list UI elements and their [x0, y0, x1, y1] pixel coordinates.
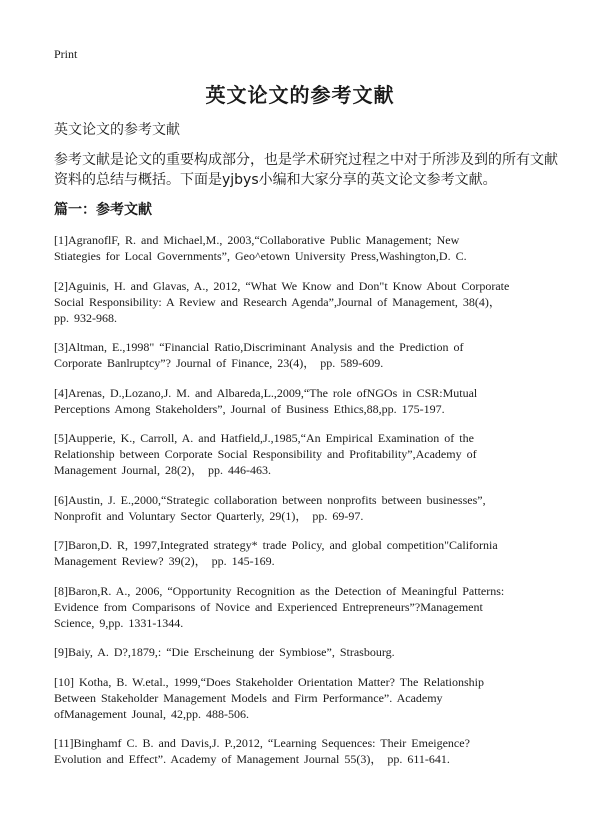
reference-line: Evidence from Comparisons of Novice and Experienced Entrepreneurs”?Management [54, 599, 483, 614]
reference-line: Relationship between Corporate Social Responsibility and Profitability”,Academy of [54, 447, 477, 461]
reference-list [54, 232, 554, 781]
reference-line: Between Stakeholder Management Models and Firm Performance”. Academy [54, 690, 443, 705]
reference-line: Nonprofit and Voluntary Sector Quarterly, 29(1)， pp. 69-97. [54, 508, 364, 523]
reference-item [54, 674, 554, 722]
reference-line: [9]Baiy, A. D?,1879,: “Die Erscheinung der Symbiose”, Strasbourg. [54, 645, 395, 659]
reference-line: [6]Austin, J. E.,2000,“Strategic collaboration between nonprofits between businesses”, [54, 492, 486, 507]
document-title: 英文论文的参考文献 [205, 83, 395, 107]
reference-item [54, 385, 554, 417]
reference-item [54, 339, 554, 371]
reference-line: [11]Binghamf C. B. and Davis,J. P.,2012, “Learning Sequences: Their Emeigence? [54, 736, 470, 750]
reference-line: Management Review? 39(2)， pp. 145-169. [54, 554, 275, 568]
reference-item [54, 537, 554, 569]
reference-item [54, 583, 554, 631]
reference-line: [2]Aguinis, H. and Glavas, A., 2012, “What We Know and Don"t Know About Corporate [54, 278, 510, 293]
reference-line: Corporate Banlruptcy”? Journal of Finance, 23(4)， pp. 589-609. [54, 356, 384, 370]
reference-item [54, 232, 554, 264]
reference-line: [8]Baron,R. A., 2006, “Opportunity Recognition as the Detection of Meaningful Patterns: [54, 583, 505, 598]
print-label: Print [54, 47, 78, 61]
document-subtitle: 英文论文的参考文献 [54, 122, 180, 138]
reference-line: [1]AgranoflF, R. and Michael,M., 2003,“Collaborative Public Management; New [54, 233, 460, 247]
intro-line: 参考文献是论文的重要构成部分，也是学术研究过程之中对于所涉及到的所有文献 [54, 152, 558, 168]
reference-line: Management Journal, 28(2)， pp. 446-463. [54, 463, 271, 477]
reference-line: Stiategies for Local Governments”, Geo^etown University Press,Washington,D. C. [54, 249, 467, 263]
intro-paragraph [54, 150, 558, 190]
reference-item [54, 644, 554, 660]
reference-line: pp. 932-968. [54, 310, 117, 325]
reference-line: [3]Altman, E.,1998" “Financial Ratio,Discriminant Analysis and the Prediction of [54, 340, 464, 354]
reference-item [54, 735, 554, 767]
reference-line: [10] Kotha, B. W.etal., 1999,“Does Stakeholder Orientation Matter? The Relationship [54, 674, 485, 689]
reference-line: ofManagement Jounal, 42,pp. 488-506. [54, 706, 249, 721]
reference-line: [4]Arenas, D.,Lozano,J. M. and Albareda,L.,2009,“The role ofNGOs in CSR:Mutual [54, 385, 478, 400]
reference-item [54, 430, 554, 478]
reference-line: Perceptions Among Stakeholders”, Journal of Business Ethics,88,pp. 175-197. [54, 401, 445, 416]
reference-item [54, 492, 554, 524]
reference-item [54, 278, 554, 326]
reference-line: Social Responsibility: A Review and Research Agenda”,Journal of Management, 38(4)， [54, 294, 501, 309]
intro-line: 资料的总结与概括。下面是yjbys小编和大家分享的英文论文参考文献。 [54, 172, 497, 188]
reference-line: [7]Baron,D. R, 1997,Integrated strategy* trade Policy, and global competition"California [54, 538, 498, 552]
reference-line: Evolution and Effect”. Academy of Management Journal 55(3)， pp. 611-641. [54, 752, 450, 766]
reference-line: Science, 9,pp. 1331-1344. [54, 615, 184, 630]
section-heading: 篇一：参考文献 [54, 202, 152, 218]
reference-line: [5]Aupperie, K., Carroll, A. and Hatfield,J.,1985,“An Empirical Examination of the [54, 431, 474, 445]
